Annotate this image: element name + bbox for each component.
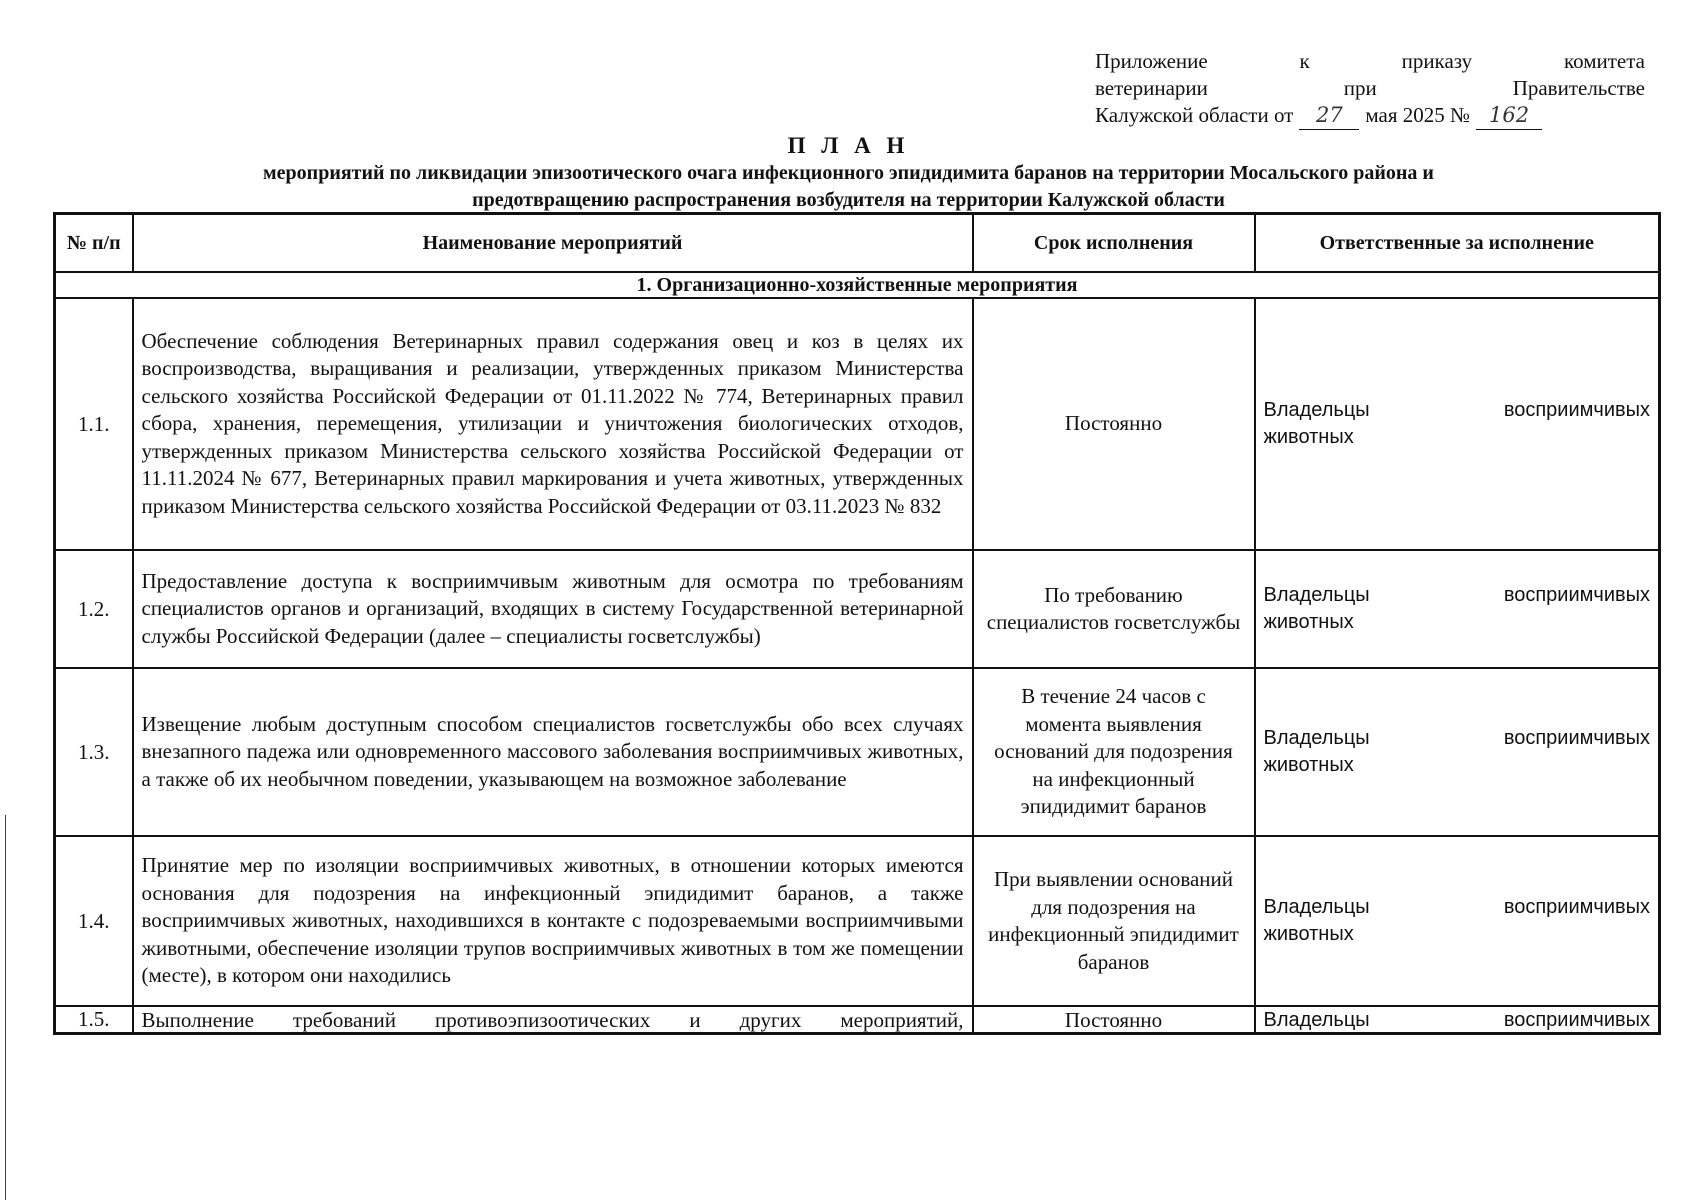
row-term: Постоянно (973, 298, 1255, 550)
section-row (55, 272, 1660, 298)
plan-subtitle-line-1: мероприятий по ликвидации эпизоотического очага инфекционного эпидидимита баранов на территории Мосальского района и (263, 162, 1434, 184)
resp-word: животных (1263, 923, 1354, 945)
table-row (55, 1006, 1660, 1034)
row-responsible (1255, 298, 1660, 550)
table-row (55, 668, 1660, 836)
row-description: Принятие мер по изоляции восприимчивых животных, в отношении которых имеются основания для подозрения на инфекционный эпидидимит баранов, а также восприимчивых животных, находившихся в контакте с подозреваемыми восприимчивыми животными, обеспечение изоляции трупов восприимчивых животных в том же помещении (месте), в котором они находились (133, 836, 973, 1006)
row-responsible (1255, 668, 1660, 836)
table-header-row (55, 214, 1660, 273)
appendix-line-2 (1095, 75, 1645, 102)
row-responsible (1255, 1006, 1660, 1034)
plan-subtitle (0, 160, 1697, 214)
resp-word: животных (1263, 754, 1354, 776)
appendix-word: к (1299, 49, 1310, 73)
resp-word: восприимчивых (1503, 1008, 1650, 1031)
resp-word: Владельцы (1263, 1008, 1370, 1031)
handwritten-order-number: 162 (1476, 102, 1542, 130)
row-description: Выполнение требований противоэпизоотических и других мероприятий, (133, 1006, 973, 1034)
resp-word: Владельцы (1263, 727, 1370, 749)
scan-margin-line (5, 815, 6, 1200)
resp-word: восприимчивых (1503, 727, 1650, 749)
plan-table (53, 212, 1661, 1035)
column-header-resp: Ответственные за исполнение (1255, 214, 1660, 273)
appendix-word: Приложение (1095, 49, 1208, 73)
row-description: Извещение любым доступным способом специалистов госветслужбы обо всех случаях внезапного падежа или одновременного массового заболевания восприимчивых животных, а также об их необычном поведении, указывающем на возможное заболевание (133, 668, 973, 836)
appendix-word: комитета (1563, 49, 1645, 73)
row-responsible (1255, 836, 1660, 1006)
table-row (55, 298, 1660, 550)
section-title: 1. Организационно-хозяйственные мероприятия (55, 272, 1660, 298)
row-description: Обеспечение соблюдения Ветеринарных правил содержания овец и коз в целях их воспроизводства, выращивания и реализации, утвержденных приказом Министерства сельского хозяйства Российской Федерации от 01.11.2022 № 774, Ветеринарных правил сбора, хранения, перемещения, утилизации и уничтожения биологических отходов, утвержденных приказом Министерства сельского хозяйства Российской Федерации от 11.11.2024 № 677, Ветеринарных правил маркирования и учета животных, утвержденных приказом Министерства сельского хозяйства Российской Федерации от 03.11.2023 № 832 (133, 298, 973, 550)
appendix-date-prefix: Калужской области от (1095, 103, 1294, 127)
table-row (55, 836, 1660, 1006)
column-header-num: № п/п (55, 214, 133, 273)
resp-word: Владельцы (1263, 584, 1370, 606)
table-row (55, 550, 1660, 668)
handwritten-day: 27 (1299, 102, 1359, 130)
row-description: Предоставление доступа к восприимчивым животным для осмотра по требованиям специалистов органов и организаций, входящих в систему Государственной ветеринарной службы Российской Федерации (далее – специалисты госветслужбы) (133, 550, 973, 668)
appendix-word: Правительстве (1512, 76, 1645, 100)
appendix-word: при (1343, 76, 1377, 100)
column-header-name: Наименование мероприятий (133, 214, 973, 273)
row-term: В течение 24 часов с момента выявления оснований для подозрения на инфекционный эпидидимит баранов (973, 668, 1255, 836)
appendix-line-3 (1095, 102, 1645, 130)
row-number: 1.5. (55, 1006, 133, 1034)
plan-title: П Л А Н (787, 133, 910, 158)
resp-word: Владельцы (1263, 399, 1370, 421)
row-number: 1.4. (55, 836, 133, 1006)
row-number: 1.1. (55, 298, 133, 550)
resp-word: восприимчивых (1503, 896, 1650, 918)
appendix-word: ветеринарии (1095, 76, 1208, 100)
plan-subtitle-line-2: предотвращению распространения возбудителя на территории Калужской области (472, 189, 1225, 211)
row-responsible (1255, 550, 1660, 668)
resp-word: Владельцы (1263, 896, 1370, 918)
resp-word: животных (1263, 426, 1354, 448)
row-term: Постоянно (973, 1006, 1255, 1034)
resp-word: восприимчивых (1503, 399, 1650, 421)
appendix-word: приказу (1401, 49, 1473, 73)
row-number: 1.3. (55, 668, 133, 836)
row-term: При выявлении оснований для подозрения на инфекционный эпидидимит баранов (973, 836, 1255, 1006)
appendix-line-1 (1095, 48, 1645, 75)
resp-word: животных (1263, 611, 1354, 633)
appendix-header (1095, 48, 1645, 130)
row-term: По требованию специалистов госветслужбы (973, 550, 1255, 668)
resp-word: восприимчивых (1503, 584, 1650, 606)
appendix-date-mid: мая 2025 № (1365, 103, 1471, 127)
column-header-term: Срок исполнения (973, 214, 1255, 273)
row-number: 1.2. (55, 550, 133, 668)
